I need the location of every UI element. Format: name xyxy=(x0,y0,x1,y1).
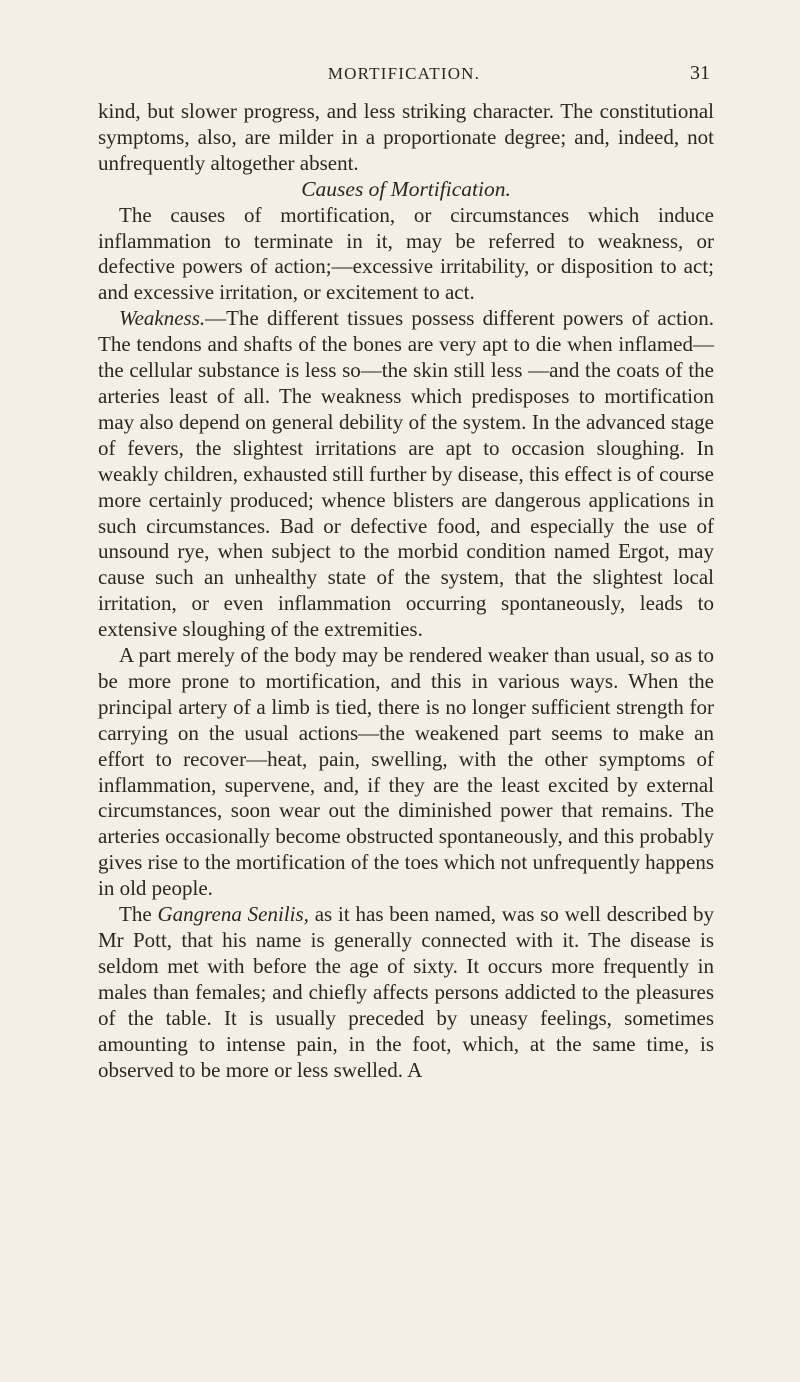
paragraph-continued: kind, but slower progress, and less striking character. The constitutional symptoms, also, are milder in a proportionate degree; and, indeed, not unfrequently altogether absent. xyxy=(98,99,714,175)
paragraph-part-weakened: A part merely of the body may be rendered weaker than usual, so as to be more prone to mortification, and this in various ways. When the principal artery of a limb is tied, there is no longer sufficient strength for carrying on the usual actions—the weakened part seems to make an effort to recover—heat, pain, swelling, with the other symptoms of inflammation, supervene, and, if they are the least excited by external circumstances, soon wear out the diminished power that remains. The arteries occasionally become obstructed spontaneously, and this probably gives rise to the mortification of the toes which not unfrequently happens in old people. xyxy=(98,643,714,901)
body-text xyxy=(98,99,714,1083)
gangrena-term: Gangrena Senilis, xyxy=(157,902,309,927)
paragraph-weakness xyxy=(98,306,714,643)
running-head-title: MORTIFICATION. xyxy=(327,64,481,83)
section-heading: Causes of Mortification. xyxy=(301,176,511,201)
running-head xyxy=(98,64,710,88)
weakness-text: —The different tissues possess different powers of action. The tendons and shafts of the bones are very apt to die when inflamed—the cellular substance is less so—the skin still less —and the coats of the arteries least of all. The weakness which predisposes to mortification may also depend on general debility of the system. In the advanced stage of fevers, the slightest irritations are apt to occasion sloughing. In weakly children, exhausted still further by disease, this effect is of course more certainly produced; whence blisters are dangerous applications in such circumstances. Bad or defective food, and especially the use of unsound rye, when subject to the morbid condition named Ergot, may cause such an unhealthy state of the system, that the slightest local irritation, or even inflammation occurring spontaneously, leads to extensive sloughing of the extremities. xyxy=(98,306,715,642)
gangrena-pre: The xyxy=(119,902,158,927)
page-number: 31 xyxy=(690,62,710,84)
gangrena-text: as it has been named, was so well described by Mr Pott, that his name is generally connected with it. The disease is seldom met with before the age of sixty. It occurs more frequently in males than females; and chiefly affects persons addicted to the pleasures of the table. It is usually preceded by uneasy feelings, sometimes amounting to intense pain, in the foot, which, at the same time, is observed to be more or less swelled. A xyxy=(98,902,714,1082)
weakness-lead: Weakness. xyxy=(119,306,206,331)
paragraph-gangrena-senilis xyxy=(98,902,714,1083)
paragraph-causes: The causes of mortification, or circumstances which induce inflammation to terminate in it, may be referred to weakness, or defective powers of action;—excessive irritability, or disposition to act; and excessive irritation, or excitement to act. xyxy=(98,202,714,305)
